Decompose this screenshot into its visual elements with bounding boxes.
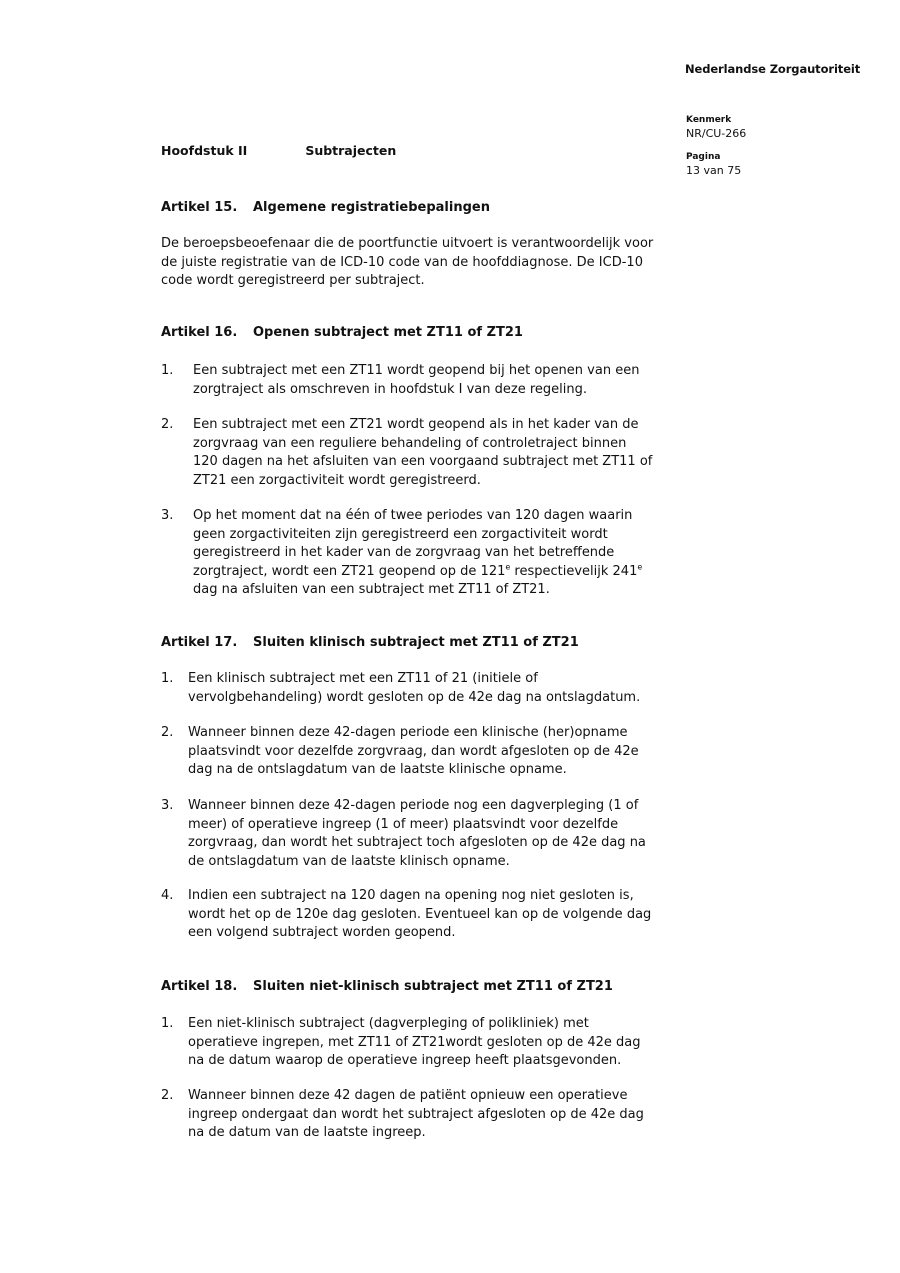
list-line: 120 dagen na het afsluiten van een voorgaand subtraject met ZT11 of (193, 454, 653, 469)
article-18-title (161, 979, 613, 994)
list-item-text (193, 507, 642, 600)
article-15-label: Artikel 15. (161, 200, 238, 215)
list-line: Wanneer binnen deze 42-dagen periode nog een dagverpleging (1 of (188, 798, 639, 813)
list-item-text (188, 670, 640, 707)
pagina-block (686, 150, 741, 178)
paragraph-line: de juiste registratie van de ICD-10 code van de hoofddiagnose. De ICD-10 (161, 254, 643, 270)
kenmerk-value: NR/CU-266 (686, 127, 747, 140)
article-15-title (161, 200, 490, 215)
list-line: ZT21 een zorgactiviteit wordt geregistreerd. (193, 472, 481, 488)
article-18-label: Artikel 18. (161, 979, 238, 994)
list-item-text (193, 362, 639, 399)
ordinal-superscript: e (505, 562, 511, 572)
list-line: Een subtraject met een ZT11 wordt geopend bij het openen van een (193, 363, 640, 378)
list-line: Een klinisch subtraject met een ZT11 of 21 (initiele of (188, 671, 538, 686)
list-line: zorgvraag, dan wordt het subtraject toch afgesloten op de 42e dag na (188, 835, 646, 850)
article-16-label: Artikel 16. (161, 325, 238, 340)
list-number: 3. (161, 798, 174, 813)
list-line: Wanneer binnen deze 42 dagen de patiënt opnieuw een operatieve (188, 1088, 628, 1103)
list-line: geregistreerd in het kader van de zorgvraag van het betreffende (193, 545, 615, 560)
chapter-subject: Subtrajecten (305, 143, 397, 158)
list-number: 1. (161, 671, 174, 686)
list-item-text (188, 887, 651, 943)
paragraph-line: De beroepsbeoefenaar die de poortfunctie uitvoert is verantwoordelijk voor (161, 236, 654, 251)
list-line: dag na afsluiten van een subtraject met ZT11 of ZT21. (193, 582, 550, 597)
list-number: 2. (161, 1088, 174, 1103)
article-15-paragraph (161, 235, 701, 291)
list-line (193, 563, 642, 582)
list-line: de ontslagdatum van de laatste klinisch opname. (188, 853, 510, 869)
list-line: ingreep ondergaat dan wordt het subtraject afgesloten op de 42e dag (188, 1106, 644, 1122)
kenmerk-block (686, 113, 746, 141)
list-line: geen zorgactiviteiten zijn geregistreerd een zorgactiviteit wordt (193, 526, 608, 542)
line-text: zorgtraject, wordt een ZT21 geopend op de 121 (193, 563, 506, 579)
list-item-text (188, 724, 639, 780)
list-item-text (188, 797, 646, 871)
list-item-text (193, 416, 652, 490)
article-15-heading: Algemene registratiebepalingen (253, 200, 490, 215)
list-item-text (188, 1087, 644, 1143)
ordinal-superscript: e (637, 562, 643, 572)
list-line: Indien een subtraject na 120 dagen na opening nog niet gesloten is, (188, 888, 634, 903)
list-line: plaatsvindt voor dezelfde zorgvraag, dan wordt afgesloten op de 42e (188, 743, 639, 759)
chapter-label: Hoofdstuk II (161, 143, 248, 158)
list-line: zorgtraject als omschreven in hoofdstuk I van deze regeling. (193, 381, 588, 397)
list-line: Een niet-klinisch subtraject (dagverpleging of polikliniek) met (188, 1016, 589, 1031)
line-text: respectievelijk 241 (510, 563, 638, 579)
kenmerk-label: Kenmerk (686, 115, 732, 125)
article-18-heading: Sluiten niet-klinisch subtraject met ZT11 of ZT21 (253, 979, 613, 994)
list-line: een volgend subtraject worden geopend. (188, 925, 456, 940)
list-line: Op het moment dat na één of twee periodes van 120 dagen waarin (193, 508, 633, 523)
list-line: Een subtraject met een ZT21 wordt geopend als in het kader van de (193, 417, 639, 432)
list-line: Wanneer binnen deze 42-dagen periode een klinische (her)opname (188, 725, 628, 740)
list-number: 3. (161, 508, 174, 523)
list-line: wordt het op de 120e dag gesloten. Eventueel kan op de volgende dag (188, 906, 652, 922)
list-number: 4. (161, 888, 174, 903)
organization-name: Nederlandse Zorgautoriteit (685, 62, 861, 76)
list-line: zorgvraag van een reguliere behandeling of controletraject binnen (193, 435, 627, 451)
list-line: na de datum waarop de operatieve ingreep heeft plaatsgevonden. (188, 1053, 622, 1068)
article-17-label: Artikel 17. (161, 635, 238, 650)
article-16-heading: Openen subtraject met ZT11 of ZT21 (253, 325, 523, 340)
list-number: 1. (161, 1016, 174, 1031)
paragraph-line: code wordt geregistreerd per subtraject. (161, 273, 425, 288)
list-number: 2. (161, 725, 174, 740)
article-17-title (161, 635, 579, 650)
chapter-heading (161, 143, 396, 158)
article-16-title (161, 325, 523, 340)
list-line: meer) of operatieve ingreep (1 of meer) plaatsvindt voor dezelfde (188, 816, 619, 832)
article-17-heading: Sluiten klinisch subtraject met ZT11 of ZT21 (253, 635, 579, 650)
list-item-text (188, 1015, 641, 1071)
list-line: dag na de ontslagdatum van de laatste klinische opname. (188, 762, 567, 777)
list-line: operatieve ingrepen, met ZT11 of ZT21wordt gesloten op de 42e dag (188, 1034, 641, 1050)
pagina-label: Pagina (686, 152, 721, 162)
list-line: na de datum van de laatste ingreep. (188, 1125, 426, 1140)
pagina-value: 13 van 75 (686, 164, 742, 177)
list-number: 2. (161, 417, 174, 432)
list-line: vervolgbehandeling) wordt gesloten op de 42e dag na ontslagdatum. (188, 689, 641, 705)
list-number: 1. (161, 363, 174, 378)
